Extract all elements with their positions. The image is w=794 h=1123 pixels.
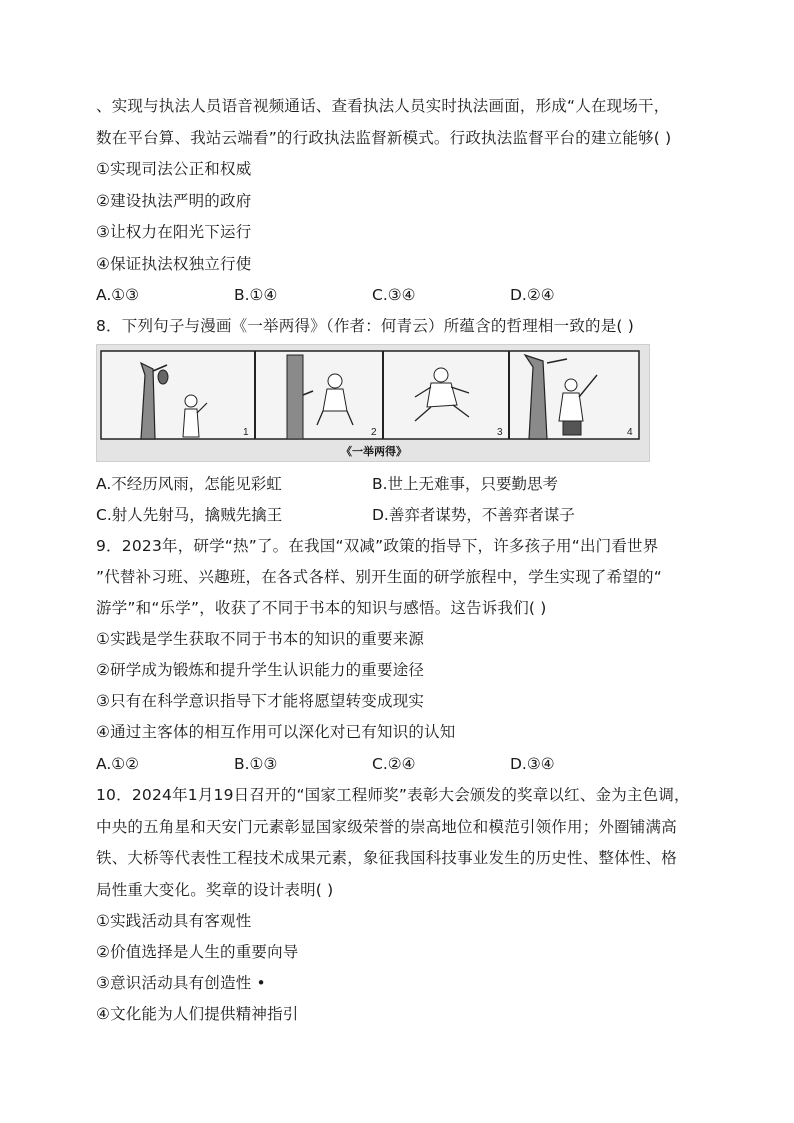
q9-option-a[interactable]: A.①②	[96, 755, 140, 773]
q10-stem-line-4: 局性重大变化。奖章的设计表明( )	[96, 881, 334, 899]
q7-option-d[interactable]: D.②④	[510, 286, 555, 304]
q7-stem-line-1: 、实现与执法人员语音视频通话、查看执法人员实时执法画面，形成“人在现场干，	[96, 97, 670, 115]
q9-statement-2: ②研学成为锻炼和提升学生认识能力的重要途径	[96, 661, 425, 679]
panel-number-2: 2	[371, 427, 377, 438]
q7-option-b[interactable]: B.①④	[234, 286, 278, 304]
q8-stem: 8．下列句子与漫画《一举两得》（作者：何青云）所蕴含的哲理相一致的是( )	[96, 317, 635, 335]
q9-option-d[interactable]: D.③④	[510, 755, 555, 773]
q9-statement-4: ④通过主客体的相互作用可以深化对已有知识的认知	[96, 723, 456, 741]
q10-statement-1: ①实践活动具有客观性	[96, 912, 252, 930]
q9-option-c[interactable]: C.②④	[372, 755, 416, 773]
cartoon-drawing	[97, 345, 650, 462]
q7-stem-line-2: 数在平台算、我站云端看”的行政执法监督新模式。行政执法监督平台的建立能够( )	[96, 129, 672, 147]
cartoon-image	[96, 344, 650, 462]
cartoon-caption: 《一举两得》	[341, 445, 407, 458]
q10-statement-2: ②价值选择是人生的重要向导	[96, 943, 299, 961]
q7-statement-4: ④保证执法权独立行使	[96, 255, 252, 273]
q9-option-b[interactable]: B.①③	[234, 755, 278, 773]
panel-number-4: 4	[627, 427, 633, 438]
q10-stem-line-1: 10．2024年1月19日召开的“国家工程师奖”表彰大会颁发的奖章以红、金为主色调，	[96, 786, 690, 804]
q7-option-a[interactable]: A.①③	[96, 286, 140, 304]
q10-statement-3: ③意识活动具有创造性 •	[96, 974, 266, 992]
q7-statement-2: ②建设执法严明的政府	[96, 192, 252, 210]
q8-option-c[interactable]: C.射人先射马，擒贼先擒王	[96, 506, 283, 524]
q8-option-b[interactable]: B.世上无难事，只要勤思考	[372, 475, 559, 493]
q7-statement-1: ①实现司法公正和权威	[96, 160, 252, 178]
q9-stem-line-3: 游学”和“乐学”，收获了不同于书本的知识与感悟。这告诉我们( )	[96, 599, 547, 617]
q10-stem-line-3: 铁、大桥等代表性工程技术成果元素，象征我国科技事业发生的历史性、整体性、格	[96, 849, 677, 867]
q9-statement-3: ③只有在科学意识指导下才能将愿望转变成现实	[96, 692, 425, 710]
q9-stem-line-1: 9．2023年，研学“热”了。在我国“双减”政策的指导下，许多孩子用“出门看世界	[96, 537, 659, 555]
panel-number-1: 1	[243, 427, 249, 438]
q8-option-d[interactable]: D.善弈者谋势，不善弈者谋子	[372, 506, 575, 524]
q9-stem-line-2: ”代替补习班、兴趣班，在各式各样、别开生面的研学旅程中，学生实现了希望的“	[96, 568, 662, 586]
q7-option-c[interactable]: C.③④	[372, 286, 416, 304]
q10-stem-line-2: 中央的五角星和天安门元素彰显国家级荣誉的崇高地位和模范引领作用；外圈铺满高	[96, 818, 677, 836]
q10-statement-4: ④文化能为人们提供精神指引	[96, 1005, 299, 1023]
panel-number-3: 3	[497, 427, 503, 438]
q8-option-a[interactable]: A.不经历风雨，怎能见彩虹	[96, 475, 282, 493]
q7-statement-3: ③让权力在阳光下运行	[96, 223, 252, 241]
q9-statement-1: ①实践是学生获取不同于书本的知识的重要来源	[96, 630, 425, 648]
